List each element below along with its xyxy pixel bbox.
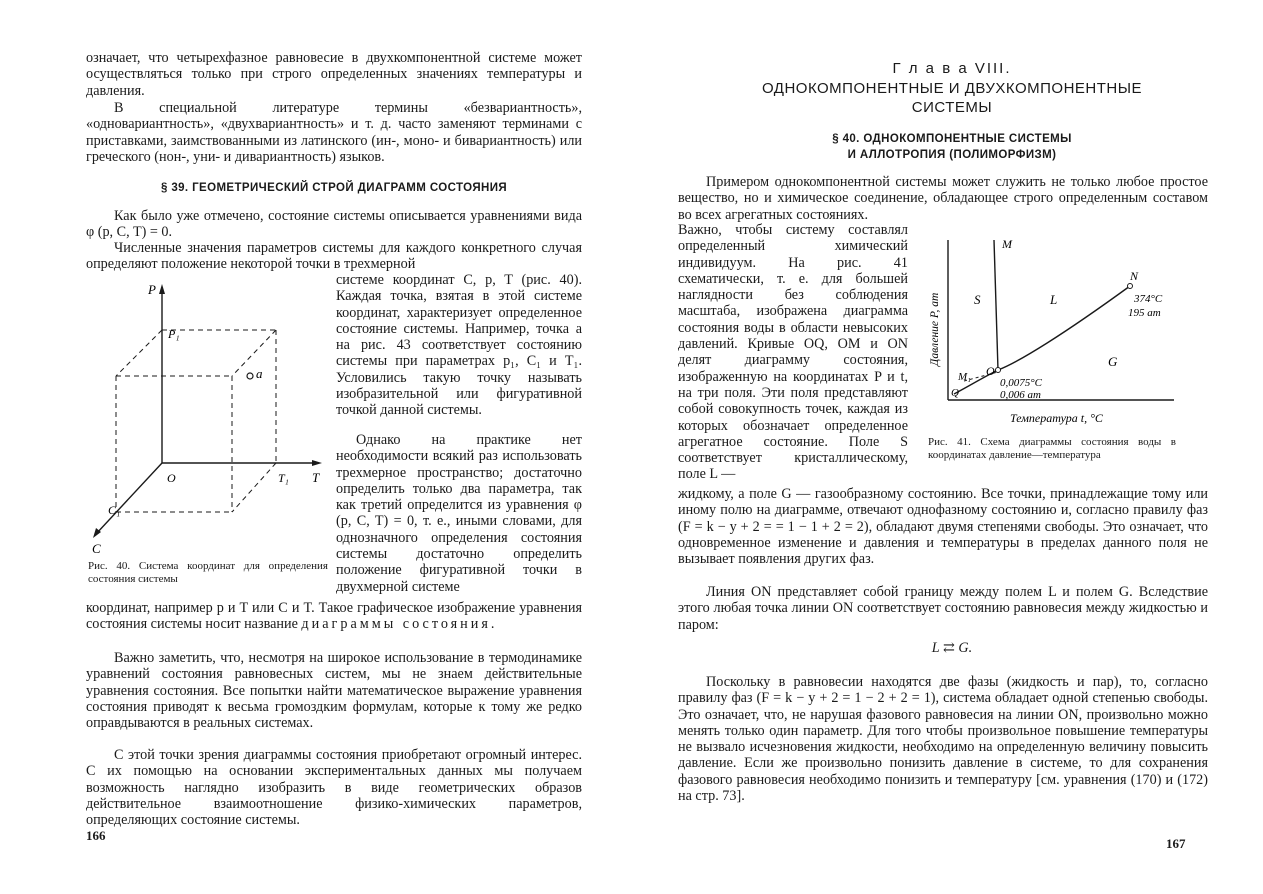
term-phase-diagram: диаграммы состояния.: [301, 616, 498, 633]
figure-40-caption: Рис. 40. Система координат для определения состояния системы: [88, 560, 328, 585]
label-m: M: [1002, 237, 1012, 251]
right-paragraph-2: Линия ON представляет собой границу между полем L и полем G. Вследствие этого любая точка линии ON соответствует состоянию равновесия между жидкостью и паром:: [678, 584, 1208, 633]
point-a: [247, 373, 253, 379]
left-page: [0, 0, 631, 894]
left-paragraph-2: В специальной литературе термины «безвариантность», «одновариантность», «двухвариантность» и т. д. часто заменяют терминами с приставками, заимствованными из латинского (ин-, моно- и бивариантность) или греческого (нон-, уни- и дивариантность) языков.: [86, 100, 582, 165]
left-paragraph-4a: Численные значения параметров системы для каждого конкретного случая определяют положение некоторой точки в трехмерной: [86, 240, 582, 273]
chapter-title-line-2: СИСТЕМЫ: [911, 99, 993, 116]
left-paragraph-5: Однако на практике нет необходимости всякий раз использовать трехмерное пространство; достаточно определить только два параметра, так как третий определится из уравнения φ (p, C, T) = 0, т. е., иными словами, для однозначного определения состояния системы достаточно определить положение фигуративной точки в двухмерной системе: [336, 432, 582, 595]
label-m1: M₁: [958, 371, 971, 383]
label-c1: C₁: [108, 503, 121, 517]
label-t1: T₁: [278, 471, 289, 485]
label-p: P: [148, 282, 156, 297]
label-s: S: [974, 292, 981, 307]
label-o: O: [986, 364, 995, 378]
label-triple-temperature: 0,0075°C: [1000, 377, 1042, 389]
label-c: C: [92, 541, 101, 556]
label-q: Q: [951, 387, 959, 399]
left-paragraph-7: С этой точки зрения диаграммы состояния приобретают огромный интерес. С их помощью на основании экспериментальных данных мы получаем возможность наглядно изобразить в виде геометрических образов действительное взаимоотношение физико-химических параметров, определяющих состояние системы.: [86, 747, 582, 829]
critical-point: [1128, 284, 1133, 289]
page-number-right: 167: [1166, 836, 1186, 851]
left-paragraph-5-cont: [86, 600, 582, 633]
left-paragraph-1: означает, что четырехфазное равновесие в двухкомпонентной системе может осуществляться только при строго определенных значениях температуры и давления.: [86, 50, 582, 99]
left-paragraph-4b: системе координат C, p, T (рис. 40). Каждая точка, взятая в этой системе координат, характеризует определенное состояние системы. Например, точка a на рис. 43 соответствует состоянию системы при параметрах p₁, C₁ и T₁. Условились такую точку называть изобразительной или фигуративной точкой данной системы.: [336, 272, 582, 419]
page-number-left: 166: [86, 828, 106, 843]
label-critical-pressure: 195 am: [1128, 307, 1161, 319]
label-n: N: [1130, 269, 1139, 283]
label-t: T: [312, 470, 320, 485]
right-paragraph-1c: жидкому, а поле G — газообразному состоянию. Все точки, принадлежащие тому или иному полю на диаграмме, отвечают однофазному состоянию и, согласно правилу фаз (F = k − y + 2 = = 1 − 1 + 2 = 2), обладают двумя степенями свободы. Это означает, что одновременное изменение и давления и температуры в пределах данного поля не вызывает появления других фаз.: [678, 486, 1208, 568]
label-g: G: [1108, 354, 1118, 369]
x-axis-label: Температура t, °C: [1010, 411, 1103, 425]
paragraph-5-continuation: координат, например p и T или C и T. Такое графическое изображение уравнения состояния системы носит название: [86, 600, 582, 633]
right-paragraph-3: Поскольку в равновесии находятся две фазы (жидкость и пар), то, согласно правилу фаз (F = k − y + 2 = 1 − 2 + 2 = 1), система обладает одной степенью свободы. Это означает, что, не нарушая фазового равновесия на линии ON, произвольно можно менять только один параметр. Для того чтобы произвольное повышение температуры не вызвало исчезновения жидкости, необходимо на определенную величину повысить давление. Если же произвольно понизить давление в системе, то для сохранения фазового равновесия необходимо понизить и температуру [см. уравнения (170) и (172) на стр. 73].: [678, 674, 1208, 805]
label-a: a: [256, 366, 263, 381]
curve-om: [994, 240, 998, 370]
label-p1: P₁: [168, 327, 180, 341]
right-paragraph-1b: Важно, чтобы систему составлял определенный химический индивидуум. На рис. 41 схематически, т. е. для большей наглядности без соблюдения масштаба, изображена диаграмма состояния воды в области невысоких давлений. Кривые OQ, OM и ON делят диаграмму состояния, изображенную на координатах P и t, на три поля. Эти поля представляют собой совокупность точек, каждая из которых обозначает определенное агрегатное состояние. Поле S соответствует кристаллическому, поле L —: [678, 222, 908, 483]
label-l: L: [1050, 292, 1058, 307]
label-critical-temperature: 374°C: [1134, 293, 1163, 305]
figure-40-coordinate-system: [86, 280, 332, 558]
left-paragraph-6: Важно заметить, что, несмотря на широкое использование в термодинамике уравнений состояния равновесных систем, мы не знаем действительные уравнения состояния. Все попытки найти математическое выражение уравнения состояния приводят к весьма громоздким формулам, которые к тому же редко оправдываются в реальных системах.: [86, 650, 582, 732]
label-o: O: [167, 471, 176, 485]
chapter-label: Г л а в а VIII.: [892, 60, 1012, 77]
right-page: [632, 0, 1263, 894]
figure-41-caption: Рис. 41. Схема диаграммы состояния воды в координатах давление—температура: [928, 436, 1176, 461]
section-heading-39: § 39. ГЕОМЕТРИЧЕСКИЙ СТРОЙ ДИАГРАММ СОСТОЯНИЯ: [160, 182, 508, 194]
c-axis: [96, 463, 162, 534]
y-axis-label: Давление P, am: [929, 292, 941, 366]
figure-41-water-phase-diagram: [924, 234, 1182, 434]
dashed-box: [116, 330, 276, 512]
section-heading-40-line-2: И АЛЛОТРОПИЯ (ПОЛИМОРФИЗМ): [847, 149, 1057, 161]
label-triple-pressure: 0,006 am: [1000, 389, 1041, 401]
chapter-title-line-1: ОДНОКОМПОНЕНТНЫЕ И ДВУХКОМПОНЕНТНЫЕ: [761, 80, 1143, 97]
section-heading-40-line-1: § 40. ОДНОКОМПОНЕНТНЫЕ СИСТЕМЫ: [832, 133, 1072, 145]
left-paragraph-3: Как было уже отмечено, состояние системы описывается уравнениями вида φ (p, C, T) = 0.: [86, 208, 582, 241]
right-paragraph-1a: Примером однокомпонентной системы может служить не только любое простое вещество, но и химическое соединение, обладающее строго определенным составом во всех агрегатных состояниях.: [678, 174, 1208, 223]
equation-l-g: L ⇄ G.: [931, 640, 973, 656]
triple-point: [996, 368, 1001, 373]
